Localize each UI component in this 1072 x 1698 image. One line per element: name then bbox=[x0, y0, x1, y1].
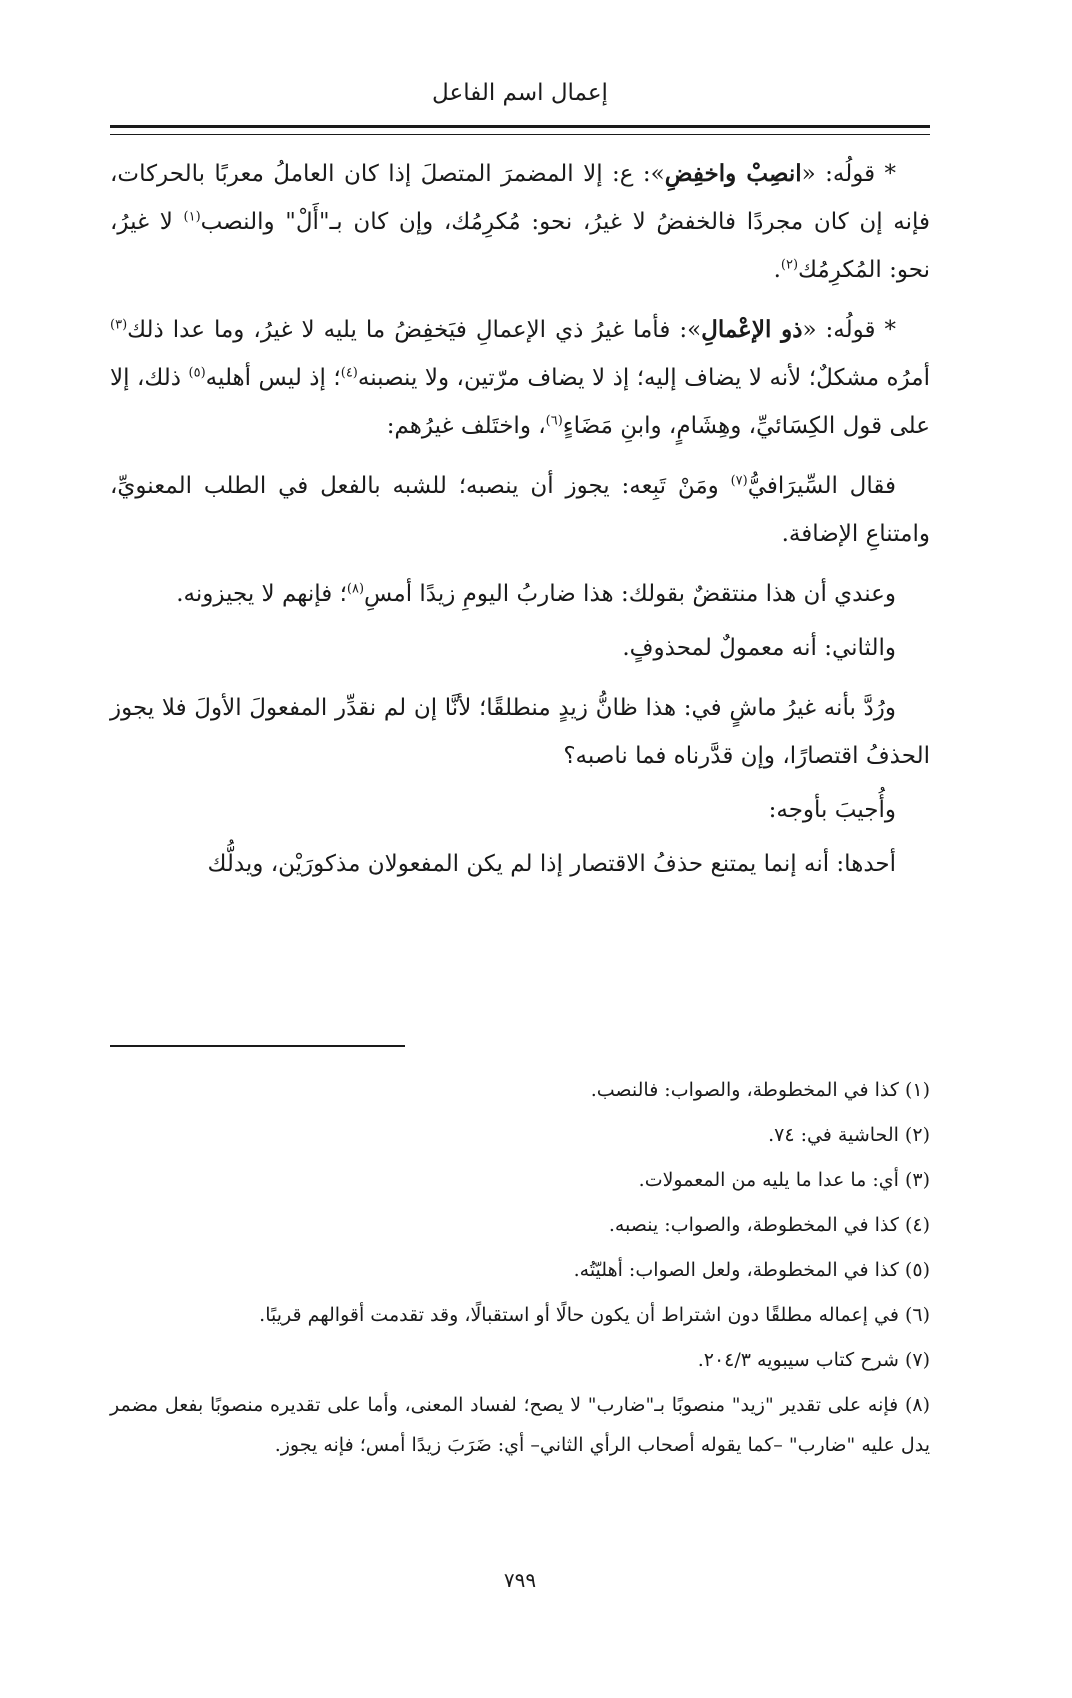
paragraph-1: * قولُه: «انصِبْ واخفِضِ»: ع: إلا المضمرَ المتصلَ إذا كان العاملُ معربًا بالحركات، فإنه إن كان مجردًا فالخفضُ لا غيرُ، نحو: مُكرِمُك، وإن كان بـ"أَلْ" والنصب$^{(١)}$ لا غيرُ، نحو: المُكرِمُك$^{(٢)}$. bbox=[110, 160, 930, 283]
header-rule-thick bbox=[110, 125, 930, 128]
paragraph-2: * قولُه: «ذو الإعْمالِ»: فأما غيرُ ذي الإعمالِ فيَخفِضُ ما يليه لا غيرُ، وما عدا ذلك$^{(٣)}$ أمرُه مشكلٌ؛ لأنه لا يضاف إليه؛ إذ لا يضاف مرّتين، ولا ينصبنه$^{(٤)}$؛ إذ ليس أهليه$^{(٥)}$ ذلك، إلا على قول الكِسَائيِّ، وهِشَامٍ، وابنِ مَضَاءٍ$^{(٦)}$، واختَلف غيرُهم: bbox=[110, 316, 930, 439]
book-page bbox=[110, 0, 930, 1698]
footnote-4: (٤) كذا في المخطوطة، والصواب: ينصبه. bbox=[608, 1214, 930, 1236]
paragraph-6: ورُدَّ بأنه غيرُ ماشٍ في: هذا ظانُّ زيدٍ منطلقًا؛ لأنَّا إن لم نقدِّر المفعولَ الأولَ فلا يجوز الحذفُ اقتصارًا، وإن قدَّرناه فما ناصبه؟ bbox=[110, 695, 930, 769]
page-number: ٧٩٩ bbox=[503, 1568, 537, 1592]
footnote-1: (١) كذا في المخطوطة، والصواب: فالنصب. bbox=[590, 1079, 930, 1101]
bold-term: انصِبْ واخفِضِ bbox=[664, 160, 802, 187]
paragraph-3: فقال السِّيرَافيُّ$^{(٧)}$ ومَنْ تَبِعه: يجوز أن ينصبه؛ للشبه بالفعل في الطلب المعنويِّ، وامتناعِ الإضافة. bbox=[110, 473, 930, 547]
footnote-ref: (٧) bbox=[730, 473, 748, 489]
footnote-5: (٥) كذا في المخطوطة، ولعل الصواب: أهليّتُه. bbox=[573, 1259, 930, 1281]
footnote-7: (٧) شرح كتاب سيبويه ٢٠٤/٣. bbox=[697, 1349, 930, 1371]
footnote-ref: (٦) bbox=[545, 413, 563, 429]
paragraph-5: والثاني: أنه معمولٌ لمحذوفٍ. bbox=[622, 635, 896, 661]
footnote-ref: (٤) bbox=[340, 365, 358, 381]
main-text bbox=[110, 150, 930, 900]
footnote-ref: (٥) bbox=[188, 365, 206, 381]
footnote-6: (٦) في إعماله مطلقًا دون اشتراط أن يكون حالًا أو استقبالًا، وقد تقدمت أقوالهم قريبًا. bbox=[259, 1304, 930, 1326]
header-rule-thin bbox=[110, 134, 930, 135]
paragraph-7: وأُجيبَ بأوجه: bbox=[768, 797, 896, 823]
paragraph-4: وعندي أن هذا منتقضٌ بقولك: هذا ضاربُ اليومِ زيدًا أمسِ$^{(٨)}$؛ فإنهم لا يجيزونه. bbox=[176, 581, 896, 607]
footnote-ref: (٣) bbox=[110, 317, 128, 333]
footnotes bbox=[110, 1070, 930, 1470]
footnote-3: (٣) أي: ما عدا ما يليه من المعمولات. bbox=[638, 1169, 930, 1191]
footnote-ref: (١) bbox=[183, 209, 201, 225]
footnote-ref: (٢) bbox=[780, 257, 799, 273]
footnote-8: (٨) فإنه على تقدير "زيد" منصوبًا بـ"ضارب" لا يصح؛ لفساد المعنى، وأما على تقديره منصوبًا بفعل مضمر يدل عليه "ضارب" –كما يقوله أصحاب الرأي الثاني– أي: ضَرَبَ زيدًا أمس؛ فإنه يجوز. bbox=[110, 1394, 930, 1456]
paragraph-8: أحدها: أنه إنما يمتنع حذفُ الاقتصار إذا لم يكن المفعولان مذكورَيْن، ويدلُّك bbox=[207, 851, 896, 877]
footnote-2: (٢) الحاشية في: ٧٤. bbox=[768, 1124, 930, 1146]
footnote-ref: (٨) bbox=[346, 581, 365, 597]
footnote-separator bbox=[110, 1045, 405, 1047]
bold-term: ذو الإعْمالِ bbox=[701, 316, 803, 343]
running-header: إعمال اسم الفاعل bbox=[432, 80, 608, 106]
